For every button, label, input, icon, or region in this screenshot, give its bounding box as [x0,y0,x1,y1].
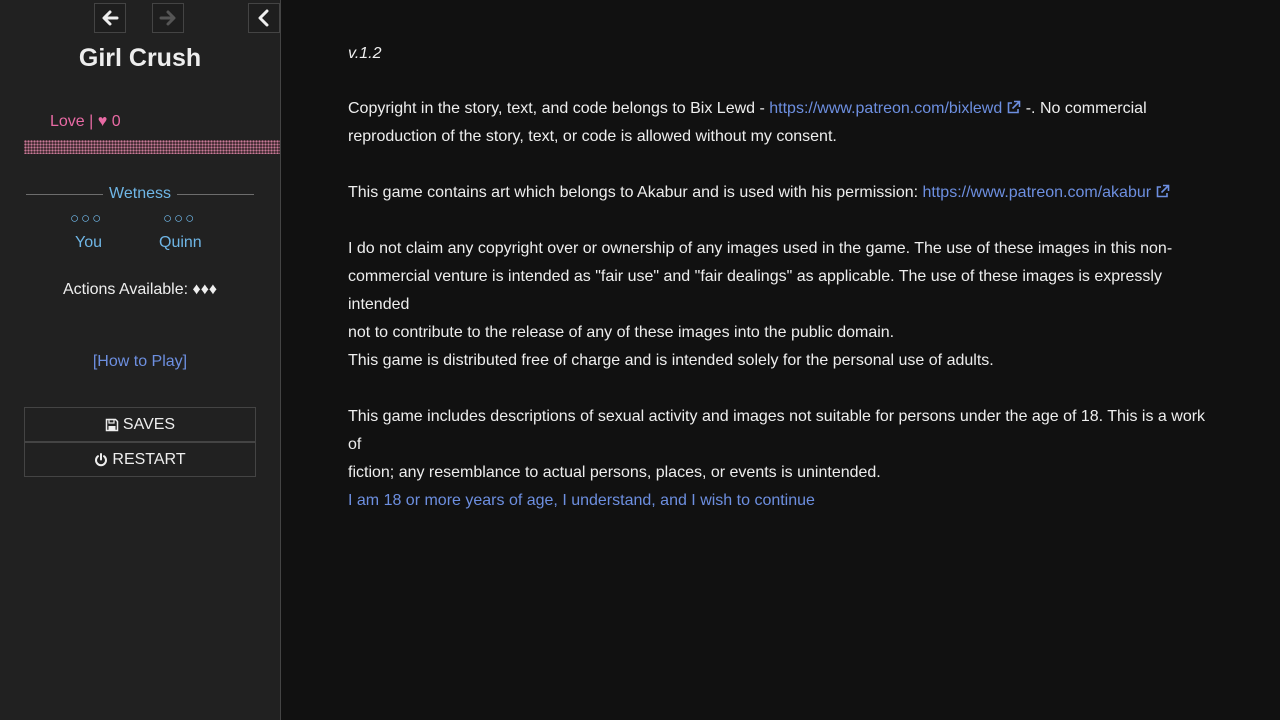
love-value: 0 [111,113,121,130]
love-meter-label [50,113,121,131]
wetness-you-circles: ○○○ [70,210,104,227]
sidebar-toggle-button[interactable] [248,3,280,33]
wetness-title: Wetness [109,185,171,202]
divider [177,194,254,195]
heart-icon: ♥ [97,113,108,130]
love-separator: | [89,113,94,130]
copyright-text-end: -. No commercial [1025,100,1147,117]
distribution-paragraph: This game is distributed free of charge and is intended solely for the personal use of adults. [348,352,994,369]
love-meter-bar [24,140,280,154]
wetness-quinn-circles: ○○○ [163,210,197,227]
fair-use-line1: I do not claim any copyright over or ownership of any images used in the game. The use of these images in this non- [348,240,1173,257]
copyright-text-line2: reproduction of the story, text, or code is allowed without my consent. [348,128,837,145]
wetness-quinn-label: Quinn [159,234,202,251]
how-to-play-link[interactable]: [How to Play] [92,353,188,370]
external-link-icon [1155,184,1170,199]
patreon-bixlewd-link[interactable] [769,100,1021,117]
content-warning-line1: This game includes descriptions of sexual activity and images not suitable for persons under the age of 18. This is a work of [348,408,1206,453]
history-forward-button[interactable] [152,3,184,33]
fair-use-line2: commercial venture is intended as "fair use" and "fair dealings" as applicable. The use of these images is expressly intended [348,268,1162,313]
art-credit-text: This game contains art which belongs to Akabur and is used with his permission: [348,184,923,201]
copyright-paragraph [348,95,1208,151]
wetness-header [26,185,254,203]
divider [26,194,103,195]
floppy-disk-icon [105,418,119,432]
continue-link[interactable]: I am 18 or more years of age, I understand, and I wish to continue [348,492,815,509]
copyright-text: Copyright in the story, text, and code belongs to Bix Lewd - [348,100,770,117]
restart-label: RESTART [112,450,186,468]
patreon-bixlewd-url: https://www.patreon.com/bixlewd [769,100,1003,117]
power-icon [94,453,108,467]
arrow-right-icon [159,9,177,27]
fair-use-line3: not to contribute to the release of any of these images into the public domain. [348,324,895,341]
actions-label: Actions Available: [62,281,189,298]
external-link-icon [1006,100,1021,115]
restart-button[interactable] [24,442,256,477]
saves-button[interactable] [24,407,256,442]
art-credit-paragraph [348,179,1208,207]
patreon-akabur-url: https://www.patreon.com/akabur [922,184,1152,201]
content-warning-paragraph [348,403,1208,487]
actions-diamonds: ♦♦♦ [192,281,218,298]
saves-label: SAVES [122,415,176,433]
actions-available [0,281,280,299]
history-back-button[interactable] [94,3,126,33]
arrow-left-icon [101,9,119,27]
chevron-left-icon [256,9,272,27]
fair-use-paragraph [348,235,1208,347]
version-label: v.1.2 [348,45,382,62]
story-title: Girl Crush [78,44,202,72]
wetness-you-label: You [75,234,102,251]
content-warning-line2: fiction; any resemblance to actual persons, places, or events is unintended. [348,464,881,481]
sidebar [0,0,281,720]
love-label: Love [50,113,85,130]
patreon-akabur-link[interactable] [923,184,1171,201]
